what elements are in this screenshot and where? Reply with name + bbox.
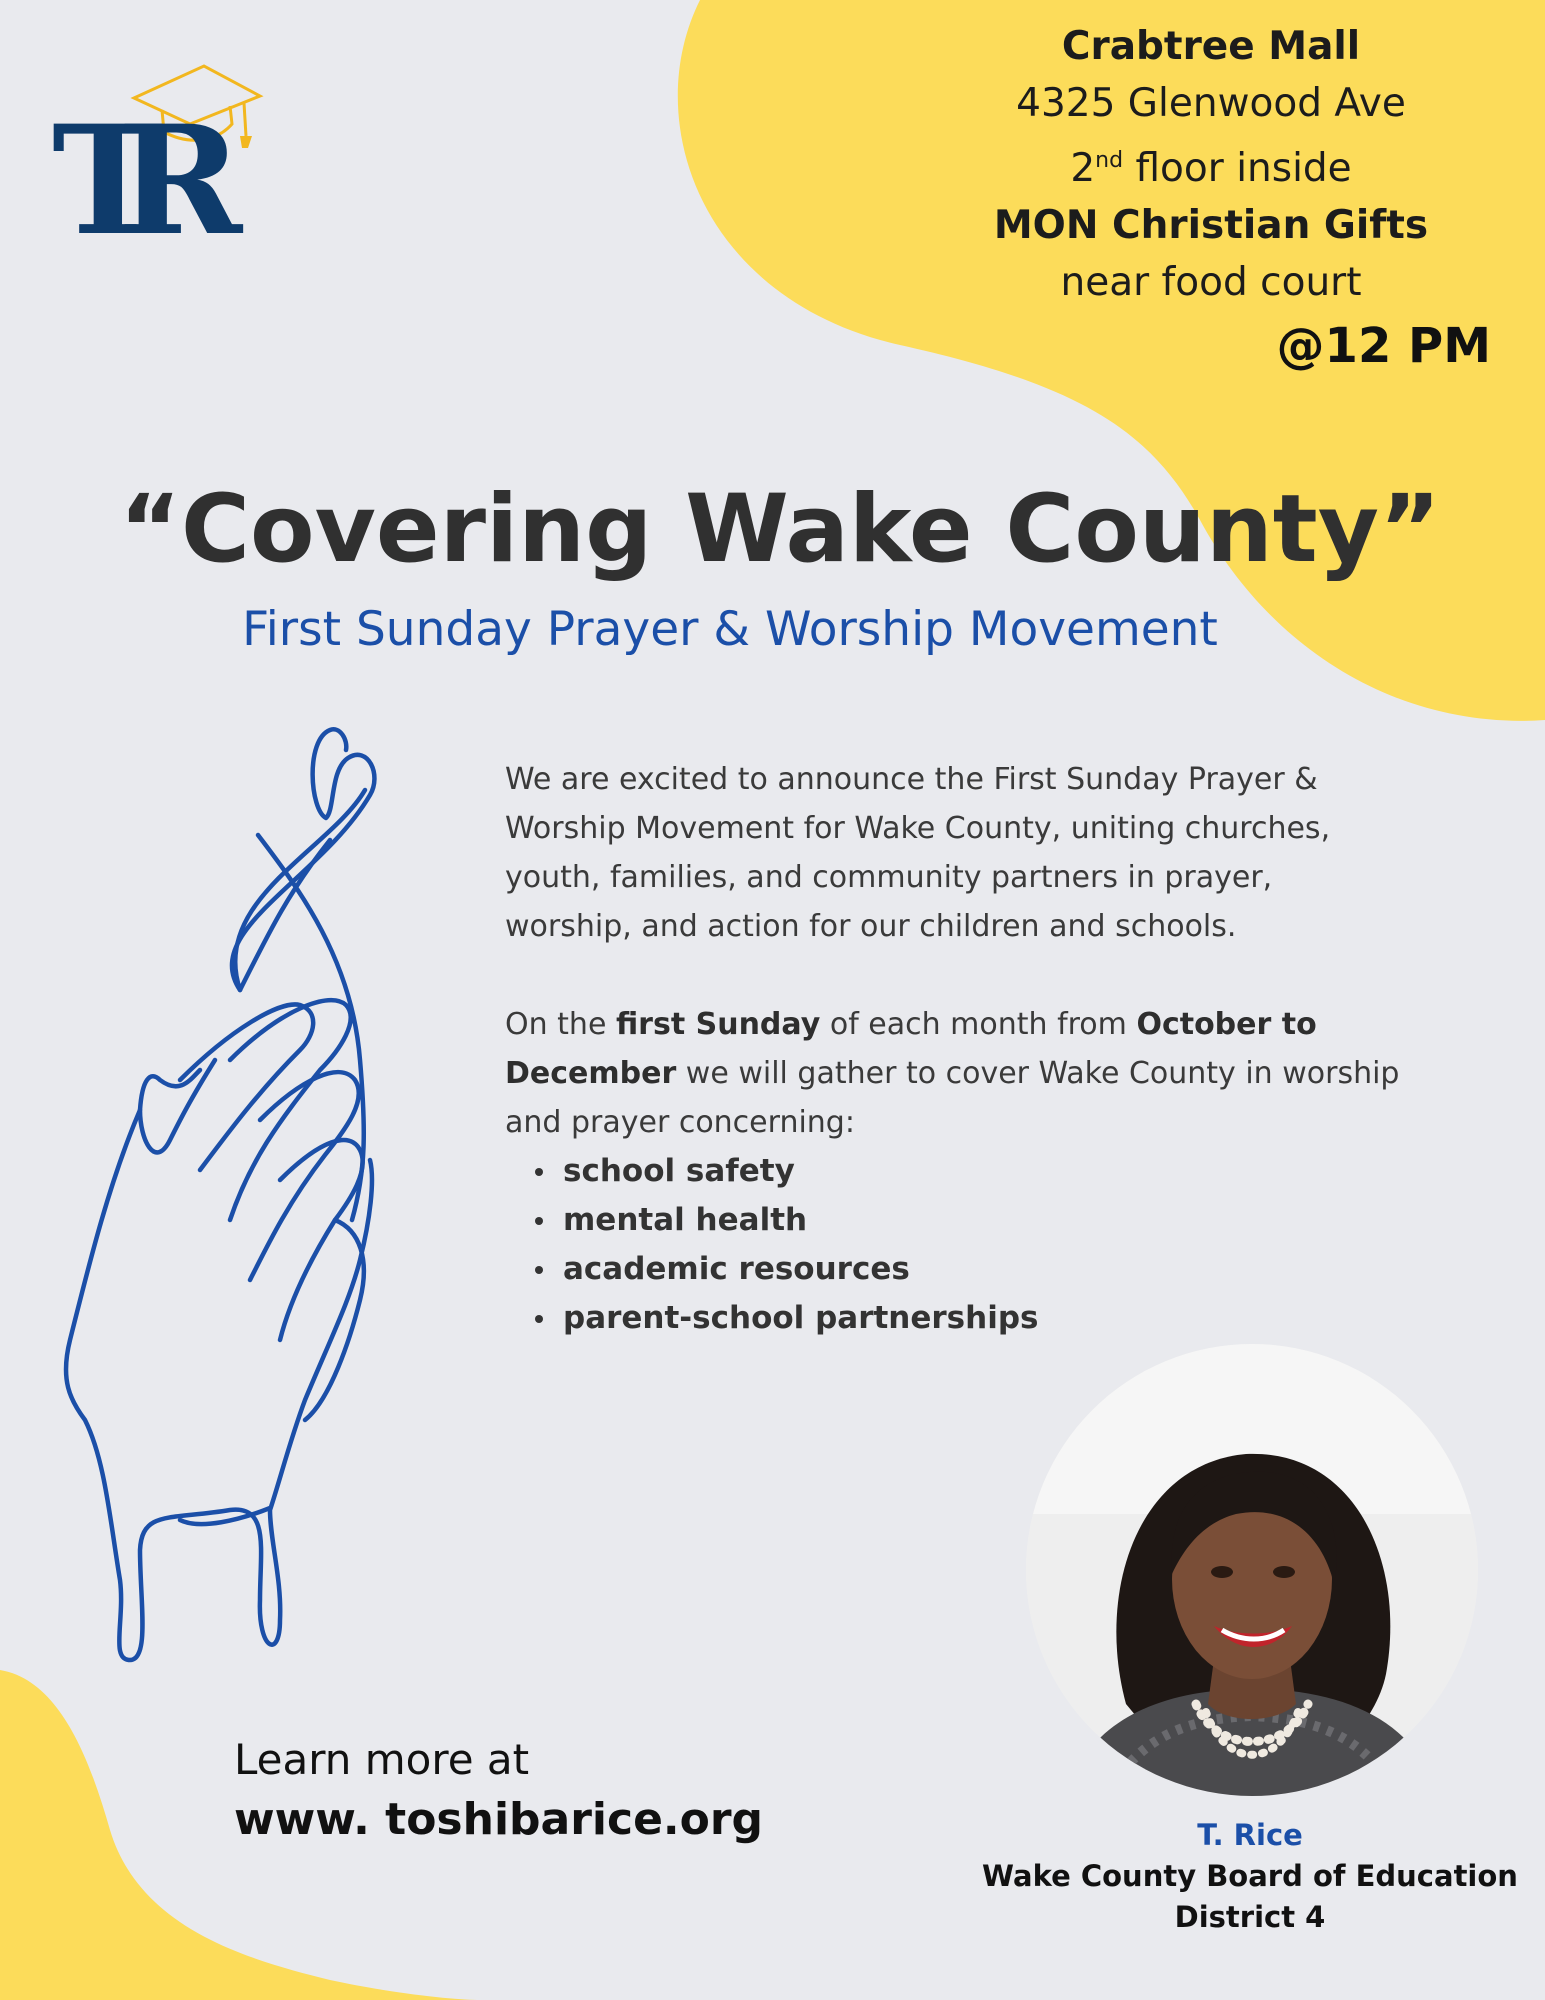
details-text-3: we will gather to cover Wake County in worship and prayer concerning: bbox=[505, 1056, 1400, 1140]
intro-paragraph: We are excited to announce the First Sunday Prayer & Worship Movement for Wake County, uniting churches, youth, families, and community partners in prayer, worship, and action for our children and schools. bbox=[505, 762, 1331, 944]
venue-address: 4325 Glenwood Ave bbox=[1016, 81, 1406, 126]
venue-floor bbox=[931, 132, 1491, 197]
portrait-illustration bbox=[1026, 1344, 1478, 1796]
learn-more-label: Learn more at bbox=[234, 1735, 530, 1784]
website-link[interactable]: www. toshibarice.org bbox=[234, 1794, 764, 1845]
signature-district: District 4 bbox=[1174, 1900, 1326, 1934]
details-text-1: On the bbox=[505, 1007, 616, 1042]
list-item: mental health bbox=[563, 1196, 1405, 1245]
floor-rest: floor inside bbox=[1123, 146, 1352, 191]
list-item: academic resources bbox=[563, 1245, 1405, 1294]
signature-block bbox=[930, 1815, 1545, 1938]
portrait-photo bbox=[1026, 1344, 1478, 1796]
topic-list bbox=[505, 1147, 1405, 1343]
event-subtitle: First Sunday Prayer & Worship Movement bbox=[242, 602, 1218, 657]
venue-name: Crabtree Mall bbox=[1061, 24, 1361, 69]
details-paragraph bbox=[505, 1000, 1405, 1147]
list-item: school safety bbox=[563, 1147, 1405, 1196]
signature-title: Wake County Board of Education bbox=[982, 1859, 1518, 1893]
event-title: “Covering Wake County” bbox=[119, 475, 1441, 584]
tr-logo bbox=[48, 58, 268, 268]
logo-letters: TR bbox=[52, 93, 197, 269]
event-time: @12 PM bbox=[1276, 318, 1491, 374]
body-text bbox=[505, 755, 1405, 1343]
details-bold-2: October to December bbox=[505, 1007, 1317, 1091]
venue-store: MON Christian Gifts bbox=[993, 203, 1429, 248]
floor-number: 2 bbox=[1070, 146, 1096, 191]
floor-suffix: nd bbox=[1095, 148, 1124, 173]
list-item: parent-school partnerships bbox=[563, 1294, 1405, 1343]
praying-hands-heart-icon bbox=[30, 700, 500, 1690]
details-text-2: of each month from bbox=[820, 1007, 1137, 1042]
details-bold-1: first Sunday bbox=[615, 1007, 821, 1042]
signature-name: T. Rice bbox=[1197, 1818, 1303, 1852]
learn-more bbox=[234, 1730, 763, 1850]
venue-info bbox=[931, 18, 1491, 374]
venue-near: near food court bbox=[1060, 260, 1362, 305]
